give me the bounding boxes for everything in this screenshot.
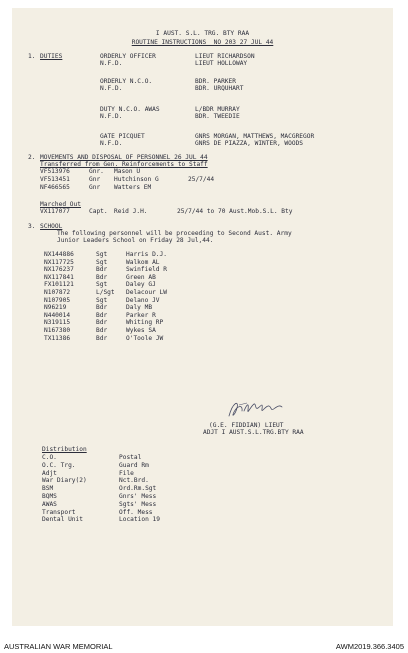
school-intro-line: Junior Leaders School on Friday 28 Jul,44. xyxy=(57,237,214,244)
list-item: C.O. xyxy=(42,454,57,461)
service-number: N96219 xyxy=(44,304,67,312)
rank: Bdr xyxy=(96,304,108,312)
person-name: Reid J.H. xyxy=(114,208,148,215)
duty-role-nfd: N.F.D. xyxy=(100,113,123,120)
rank: Bdr xyxy=(96,311,108,319)
service-number: VF513451 xyxy=(40,176,70,183)
duty-role: ORDERLY N.C.O. xyxy=(100,78,153,85)
service-number: NX176237 xyxy=(44,266,74,274)
person-name: Delacour LW xyxy=(126,289,167,296)
rank: Gnr xyxy=(89,176,101,183)
marched-out-heading: Marched Out xyxy=(40,201,81,208)
duty-name-nfd: BDR. URQUHART xyxy=(195,85,244,92)
duty-name: GNRS MORGAN, MATTHEWS, MACGREGOR xyxy=(195,133,315,140)
list-item: War Diary(2) xyxy=(42,477,87,485)
rank: Bdr xyxy=(96,327,108,334)
list-item: Dental Unit xyxy=(42,516,83,524)
person-name: Delano JV xyxy=(126,296,160,304)
document-page xyxy=(12,8,393,626)
distribution-heading: Distribution xyxy=(42,446,87,453)
rank: Sgt xyxy=(96,281,108,289)
transferred-heading: Transferred from Gen. Reinforcements to Staff xyxy=(40,161,208,168)
rank: Gnr. xyxy=(89,168,104,175)
signatory-name: (G.E. FIDDIAN) LIEUT xyxy=(209,422,284,429)
service-number: NX144886 xyxy=(44,251,74,258)
person-name: Hutchinson G xyxy=(114,176,159,183)
duty-name-nfd: GNRS DE PIAZZA, WINTER, WOODS xyxy=(195,140,304,147)
duty-role-nfd: N.F.D. xyxy=(100,140,123,147)
list-item: Sgts' Mess xyxy=(119,500,157,508)
signatory-title: ADJT I AUST.S.L.TRG.BTY RAA xyxy=(203,429,304,436)
handwritten-signature xyxy=(225,396,285,422)
rank: Sgt xyxy=(96,251,108,258)
archive-name: AUSTRALIAN WAR MEMORIAL xyxy=(4,642,113,651)
movements-title: MOVEMENTS AND DISPOSAL OF PERSONNEL 26 JUL 44 xyxy=(40,154,208,161)
list-item: Off. Mess xyxy=(119,508,153,516)
list-item: Adjt xyxy=(42,469,57,477)
person-name: Whiting RP xyxy=(126,319,164,327)
list-item: Nct.Brd. xyxy=(119,477,149,485)
school-personnel-list xyxy=(12,251,393,351)
service-number: VF513976 xyxy=(40,168,70,175)
duties-number: 1. xyxy=(28,53,36,60)
duty-role-nfd: N.F.D. xyxy=(100,85,123,92)
person-name: O'Toole JW xyxy=(126,334,164,342)
service-number: N107872 xyxy=(44,289,71,296)
rank: Sgt xyxy=(96,258,108,266)
duty-role: GATE PICQUET xyxy=(100,133,145,140)
person-name: Watters EM xyxy=(114,184,152,191)
document-title: ROUTINE INSTRUCTIONS NO 203 27 JUL 44 xyxy=(131,39,274,46)
list-item: Gnrs' Mess xyxy=(119,493,157,500)
rank: Sgt xyxy=(96,296,108,304)
archive-reference: AWM2019.366.3405 xyxy=(335,642,404,651)
rank: Bdr xyxy=(96,273,108,281)
list-item: BQMS xyxy=(42,493,57,500)
duty-name: L/BDR MURRAY xyxy=(195,106,240,113)
duty-name: BDR. PARKER xyxy=(195,78,236,85)
rank: L/Sgt xyxy=(96,289,115,296)
rank: Capt. xyxy=(89,208,108,215)
person-name: Wykes SA xyxy=(126,327,156,334)
service-number: VX117077 xyxy=(40,208,70,215)
person-name: Walkom AL xyxy=(126,258,160,266)
duty-name-nfd: LIEUT HOLLOWAY xyxy=(195,60,248,67)
school-number: 3. xyxy=(28,223,36,230)
marched-out-detail: 25/7/44 to 70 Aust.Mob.S.L. Bty xyxy=(177,208,293,215)
unit-heading: I AUST. S.L. TRG. BTY RAA xyxy=(155,30,250,37)
service-number: N319115 xyxy=(44,319,71,327)
person-name: Daly MB xyxy=(126,304,153,312)
service-number: NX117725 xyxy=(44,258,74,266)
person-name: Mason U xyxy=(114,168,141,175)
list-item: Guard Rm xyxy=(119,461,149,469)
service-number: N440014 xyxy=(44,311,71,319)
transfer-date: 25/7/44 xyxy=(188,176,215,183)
rank: Bdr xyxy=(96,334,108,342)
service-number: N107905 xyxy=(44,296,71,304)
service-number: FX101121 xyxy=(44,281,74,289)
person-name: Green AB xyxy=(126,273,156,281)
duties-label: DUTIES xyxy=(40,53,63,60)
archive-footer xyxy=(0,628,408,653)
list-item: Postal xyxy=(119,454,142,461)
rank: Bdr xyxy=(96,319,108,327)
rank: Bdr xyxy=(96,266,108,274)
person-name: Harris D.J. xyxy=(126,251,167,258)
service-number: NF466565 xyxy=(40,184,70,191)
list-item: BSM xyxy=(42,485,54,493)
list-item: Transport xyxy=(42,508,76,516)
duty-role: DUTY N.C.O. AWAS xyxy=(100,106,160,113)
duty-role: ORDERLY OFFICER xyxy=(100,53,156,60)
service-number: N167380 xyxy=(44,327,71,334)
person-name: Daley GJ xyxy=(126,281,156,289)
person-name: Swinfield R xyxy=(126,266,167,274)
list-item: Ord.Rm.Sgt xyxy=(119,485,157,493)
duty-role-nfd: N.F.D. xyxy=(100,60,123,67)
list-item: File xyxy=(119,469,134,477)
school-intro-line: The following personnel will be proceeding to Second Aust. Army xyxy=(57,230,292,237)
duty-name: LIEUT RICHARDSON xyxy=(195,53,255,60)
list-item: Location 19 xyxy=(119,516,160,524)
service-number: TX11386 xyxy=(44,334,71,342)
person-name: Parker R xyxy=(126,311,156,319)
list-item: AWAS xyxy=(42,500,57,508)
duty-name-nfd: BDR. TWEEDIE xyxy=(195,113,240,120)
movements-number: 2. xyxy=(28,154,36,161)
rank: Gnr xyxy=(89,184,101,191)
school-label: SCHOOL xyxy=(40,223,63,230)
list-item: O.C. Trg. xyxy=(42,461,76,469)
service-number: NX117841 xyxy=(44,273,74,281)
